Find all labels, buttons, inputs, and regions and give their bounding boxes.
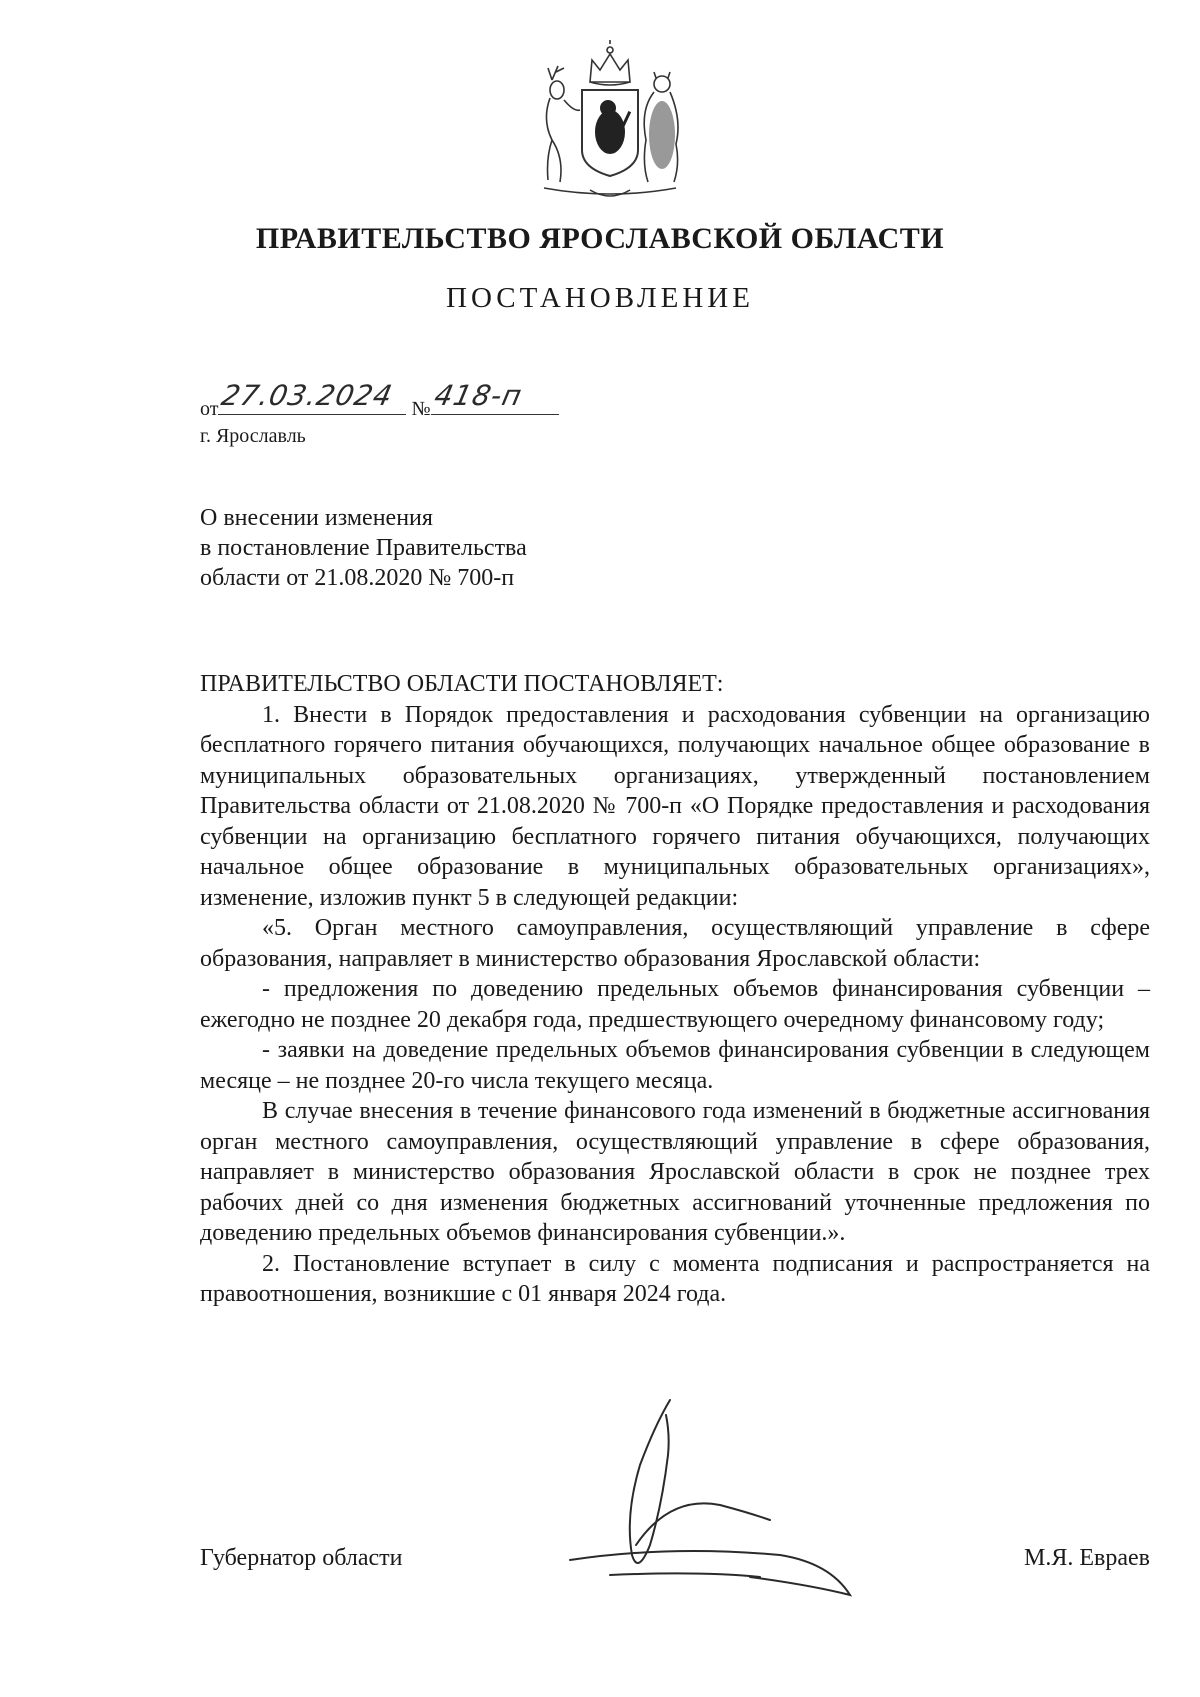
subject-line: О внесении изменения [200, 505, 433, 531]
signatory-name: М.Я. Евраев [1024, 1545, 1150, 1571]
organization-title: ПРАВИТЕЛЬСТВО ЯРОСЛАВСКОЙ ОБЛАСТИ [255, 222, 945, 255]
registration-line [200, 379, 559, 421]
body-paragraph: В случае внесения в течение финансового года изменений в бюджетные ассигнования орган местного самоуправления, осуществляющий управление в сфере образования, направляет в министерство образования Ярославской области в срок не позднее трех рабочих дней со дня изменения бюджетных ассигнований уточненные предложения по доведению предельных объемов финансирования субвенции.». [200, 1098, 1150, 1246]
body-paragraph: 1. Внести в Порядок предоставления и расходования субвенции на организацию бесплатного горячего питания обучающихся, получающих начальное общее образование в муниципальных образовательных организациях, утвержденный постановлением Правительства области от 21.08.2020 № 700-п «О Порядке предоставления и расходования субвенции на организацию бесплатного горячего питания обучающихся, получающих начальное общее образование в муниципальных образовательных организациях», изменение, изложив пункт 5 в следующей редакции: [200, 701, 1150, 911]
date-field [218, 379, 406, 415]
body-paragraph: «5. Орган местного самоуправления, осуществляющий управление в сфере образования, направляет в министерство образования Ярославской области: [200, 915, 1150, 972]
signatory-position: Губернатор области [200, 1545, 403, 1571]
document-type-title: ПОСТАНОВЛЕНИЕ [446, 282, 754, 314]
yaroslavl-coat-of-arms-icon [530, 40, 690, 205]
body-paragraph: - заявки на доведение предельных объемов финансирования субвенции в следующем месяце – не позднее 20-го числа текущего месяца. [200, 1037, 1150, 1094]
date-prefix: от [200, 398, 219, 420]
body-paragraph: - предложения по доведению предельных объемов финансирования субвенции – ежегодно не позднее 20 декабря года, предшествующего очередному финансовому году; [200, 976, 1150, 1033]
resolution-heading: ПРАВИТЕЛЬСТВО ОБЛАСТИ ПОСТАНОВЛЯЕТ: [200, 671, 724, 697]
document-body [200, 669, 1150, 1310]
city: г. Ярославль [200, 425, 306, 447]
handwritten-date: 27.03.2024 [218, 379, 397, 412]
number-field [431, 379, 559, 415]
document-subject [200, 503, 527, 593]
subject-line: области от 21.08.2020 № 700-п [200, 565, 515, 591]
number-prefix: № [411, 398, 431, 420]
handwritten-signature [550, 1395, 890, 1625]
body-paragraph: 2. Постановление вступает в силу с момента подписания и распространяется на правоотношения, возникшие с 01 января 2024 года. [200, 1250, 1150, 1307]
handwritten-number: 418-п [431, 379, 525, 412]
subject-line: в постановление Правительства [200, 535, 527, 561]
